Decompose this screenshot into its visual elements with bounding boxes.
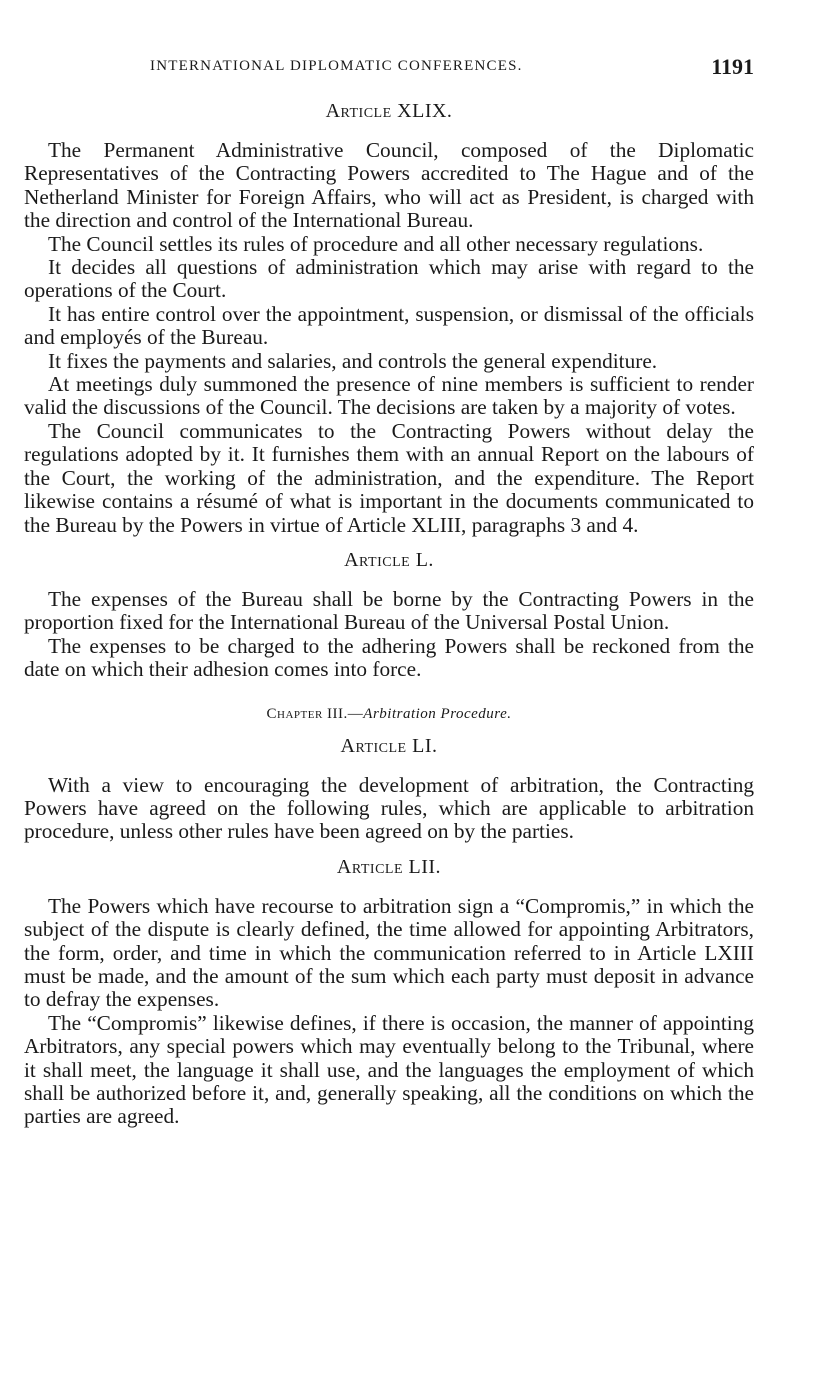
article-heading: Article XLIX.: [325, 100, 453, 122]
chapter-label: Chapter III.—: [266, 705, 364, 722]
article-heading: Article L.: [344, 548, 434, 571]
paragraph: The “Compromis” likewise defines, if there is occasion, the manner of appointing Arbitrators, any special powers which may eventually belong to the Tribunal, where it shall meet, the language it shall use, and the languages the employment of which shall be authorized before it, and, generally speaking, all the conditions on which the parties are agreed.: [24, 1010, 754, 1129]
running-header: [24, 54, 754, 88]
paragraph: At meetings duly summoned the presence of nine members is sufficient to render valid the discussions of the Council. The decisions are taken by a majority of votes.: [24, 372, 754, 420]
paragraph: It has entire control over the appointment, suspension, or dismissal of the officials and employés of the Bureau.: [24, 301, 754, 350]
document-page: [24, 54, 754, 1129]
paragraph: The expenses to be charged to the adhering Powers shall be reckoned from the date on which their adhesion comes into force.: [24, 633, 754, 682]
paragraph: The Powers which have recourse to arbitration sign a “Compromis,” in which the subject of the dispute is clearly defined, the time allowed for appointing Arbitrators, the form, order, and time in which the communication referred to in Article LXIII must be made, and the amount of the sum which each party must deposit in advance to defray the expenses.: [24, 893, 754, 1012]
running-title: INTERNATIONAL DIPLOMATIC CONFERENCES.: [150, 58, 523, 74]
paragraph: It decides all questions of administration which may arise with regard to the operations of the Court.: [24, 255, 754, 303]
paragraph: It fixes the payments and salaries, and controls the general expenditure.: [48, 348, 658, 373]
article-heading: Article LII.: [336, 855, 442, 878]
article-heading: Article LI.: [340, 734, 438, 757]
page-number: 1191: [711, 54, 754, 79]
article-li: [24, 735, 754, 844]
chapter-title: Arbitration Procedure.: [363, 705, 512, 722]
article-xlix: [24, 100, 754, 537]
article-l: [24, 549, 754, 682]
article-lii: [24, 856, 754, 1129]
paragraph: The Council settles its rules of procedure and all other necessary regulations.: [48, 231, 704, 256]
chapter-heading: [24, 706, 754, 723]
paragraph: The Permanent Administrative Council, composed of the Diplomatic Representatives of the Contracting Powers accredited to The Hague and of the Netherland Minister for Foreign Affairs, who will act as President, is charged with the direction and control of the International Bureau.: [24, 138, 754, 233]
paragraph: The expenses of the Bureau shall be borne by the Contracting Powers in the proportion fixed for the International Bureau of the Universal Postal Union.: [24, 586, 754, 635]
paragraph: The Council communicates to the Contracting Powers without delay the regulations adopted by it. It furnishes them with an annual Report on the labours of the Court, the working of the administration, and the expenditure. The Report likewise contains a résumé of what is important in the documents communicated to the Bureau by the Powers in virtue of Article XLIII, paragraphs 3 and 4.: [24, 418, 754, 537]
paragraph: With a view to encouraging the development of arbitration, the Contracting Powers have agreed on the following rules, which are applicable to arbitration procedure, unless other rules have been agreed on by the parties.: [24, 772, 754, 844]
